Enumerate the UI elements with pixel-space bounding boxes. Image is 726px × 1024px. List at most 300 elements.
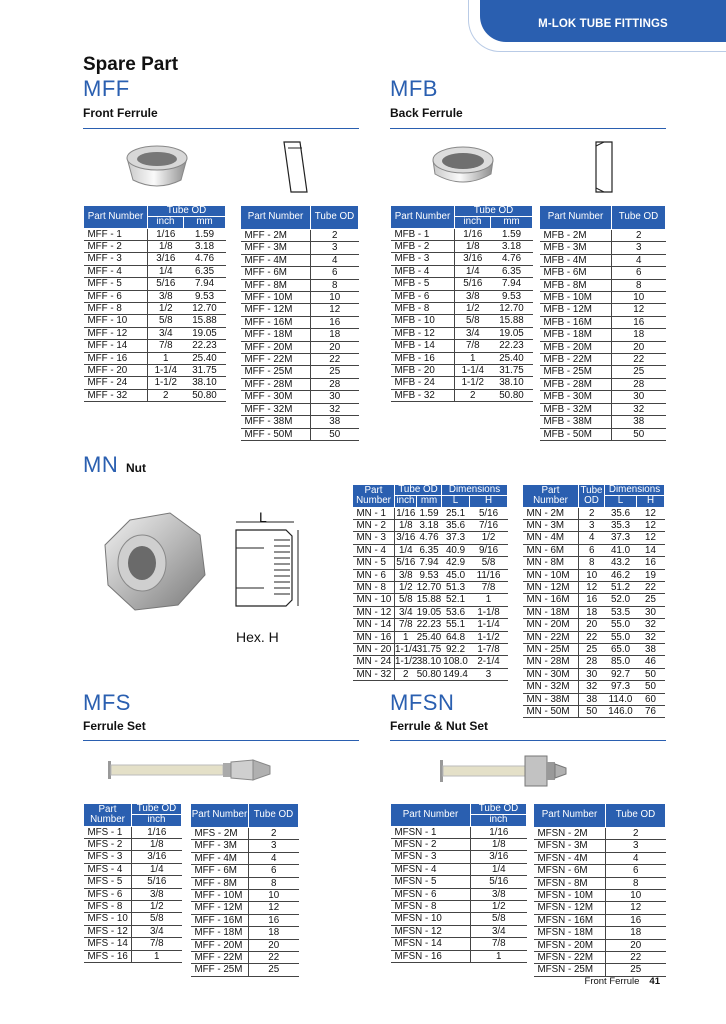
value-cell: 3/16 bbox=[396, 532, 416, 544]
mfs-metric-row bbox=[191, 865, 299, 877]
part-number-cell: MFF - 8M bbox=[241, 279, 311, 291]
part-number-cell: MFF - 8M bbox=[191, 877, 249, 889]
value-cell: 1-1/4 bbox=[395, 644, 418, 656]
mfs-metric-row bbox=[191, 902, 299, 914]
mfsn-rule bbox=[390, 740, 666, 741]
value-cell: 19 bbox=[637, 569, 665, 581]
part-number-cell: MN - 12M bbox=[523, 582, 579, 594]
column-header: Part Number bbox=[391, 804, 471, 827]
mff-metric-row bbox=[241, 378, 359, 390]
mff-inch-row bbox=[84, 327, 226, 339]
part-number-cell: MFS - 8 bbox=[84, 901, 132, 913]
value-cell: 50 bbox=[579, 706, 605, 718]
value-cell: 1 bbox=[470, 594, 508, 606]
column-header: L bbox=[442, 496, 470, 507]
value-cell: 15.88 bbox=[416, 594, 442, 606]
part-number-cell: MFB - 2 bbox=[391, 240, 455, 252]
value-cell: 35.6 bbox=[605, 507, 637, 519]
mff-metric-row bbox=[241, 304, 359, 316]
mfsn-inch-row bbox=[391, 913, 527, 925]
part-number-cell: MFS - 4 bbox=[84, 863, 132, 875]
value-cell: 46 bbox=[637, 656, 665, 668]
mfs-inch-row bbox=[84, 938, 182, 950]
mfs-metric-row bbox=[191, 964, 299, 976]
value-cell: 3/4 bbox=[395, 606, 417, 618]
mn-inch-row bbox=[353, 544, 508, 556]
value-cell: 55.0 bbox=[605, 619, 637, 631]
value-cell: 2 bbox=[612, 230, 666, 242]
mff-metric-row bbox=[241, 230, 359, 242]
column-header: Dimensions bbox=[442, 485, 508, 496]
mfb-metric-row bbox=[540, 254, 666, 266]
part-number-cell: MFS - 1 bbox=[84, 826, 132, 838]
mff-metric-row bbox=[241, 366, 359, 378]
mn-metric-row bbox=[523, 656, 665, 668]
value-cell: 1 bbox=[132, 950, 182, 962]
part-number-cell: MFF - 50M bbox=[241, 428, 311, 440]
mfsn-metric-row bbox=[534, 840, 666, 852]
part-number-cell: MFB - 12 bbox=[391, 327, 455, 339]
part-number-cell: MN - 30M bbox=[523, 668, 579, 680]
mfs-metric-row bbox=[191, 840, 299, 852]
part-number-cell: MFSN - 8M bbox=[534, 877, 606, 889]
part-number-cell: MFF - 18M bbox=[191, 927, 249, 939]
value-cell: 16 bbox=[579, 594, 605, 606]
part-number-cell: MFB - 12M bbox=[540, 304, 612, 316]
part-number-cell: MN - 2M bbox=[523, 507, 579, 519]
mfs-metric-row bbox=[191, 852, 299, 864]
value-cell: 1/2 bbox=[148, 303, 184, 315]
part-number-cell: MFF - 18M bbox=[241, 329, 311, 341]
value-cell: 30 bbox=[612, 391, 666, 403]
mfb-metric-row bbox=[540, 354, 666, 366]
column-header: Tube OD bbox=[311, 206, 359, 230]
part-number-cell: MN - 28M bbox=[523, 656, 579, 668]
mfsn-name: Ferrule & Nut Set bbox=[390, 719, 489, 733]
part-number-cell: MFS - 2M bbox=[191, 828, 249, 840]
value-cell: 1/8 bbox=[395, 519, 417, 531]
column-header: Dimensions bbox=[605, 485, 665, 496]
value-cell: 16 bbox=[637, 557, 665, 569]
value-cell: 1/16 bbox=[132, 826, 182, 838]
mfsn-metric-table bbox=[533, 803, 666, 977]
mfb-metric-table bbox=[539, 205, 666, 441]
part-number-cell: MFS - 5 bbox=[84, 876, 132, 888]
value-cell: 1 bbox=[395, 631, 417, 643]
part-number-cell: MFF - 6M bbox=[241, 267, 311, 279]
mfs-inch-row bbox=[84, 863, 182, 875]
part-number-cell: MFB - 16M bbox=[540, 316, 612, 328]
value-cell: 5/8 bbox=[148, 315, 184, 327]
value-cell: 7/8 bbox=[470, 582, 508, 594]
value-cell: 32 bbox=[637, 619, 665, 631]
part-number-cell: MFB - 25M bbox=[540, 366, 612, 378]
mfsn-inch-row bbox=[391, 838, 527, 850]
part-number-cell: MFB - 1 bbox=[391, 228, 455, 240]
value-cell: 5/16 bbox=[471, 876, 527, 888]
value-cell: 5/8 bbox=[455, 315, 491, 327]
value-cell: 5/16 bbox=[470, 507, 508, 519]
value-cell: 37.3 bbox=[442, 532, 470, 544]
column-header: Part Number bbox=[241, 206, 311, 230]
value-cell: 7/8 bbox=[455, 340, 491, 352]
mfs-metric-row bbox=[191, 939, 299, 951]
part-number-cell: MFSN - 4 bbox=[391, 863, 471, 875]
value-cell: 51.2 bbox=[605, 582, 637, 594]
value-cell: 149.4 bbox=[443, 668, 468, 680]
value-cell: 38.10 bbox=[491, 377, 533, 389]
front-ferrule-section-drawing bbox=[280, 138, 310, 196]
value-cell: 4 bbox=[249, 852, 299, 864]
value-cell: 11/16 bbox=[470, 569, 508, 581]
value-cell: 12.70 bbox=[416, 582, 442, 593]
value-cell: 7.94 bbox=[417, 557, 442, 569]
part-number-cell: MFB - 20M bbox=[540, 341, 612, 353]
mn-inch-row bbox=[353, 631, 508, 643]
value-cell: 22 bbox=[579, 631, 605, 643]
part-number-cell: MFB - 38M bbox=[540, 416, 612, 428]
part-number-cell: MFF - 32M bbox=[241, 403, 311, 415]
part-number-cell: MFF - 30M bbox=[241, 391, 311, 403]
part-number-cell: MN - 3 bbox=[353, 532, 395, 544]
page-title: Spare Part bbox=[83, 54, 179, 75]
value-cell: 22.23 bbox=[491, 340, 533, 352]
value-cell: 31.75 bbox=[184, 365, 226, 377]
mfb-metric-row bbox=[540, 242, 666, 254]
mfs-metric-row bbox=[191, 952, 299, 964]
value-cell: 10 bbox=[249, 890, 299, 902]
column-header: Tube OD bbox=[395, 485, 442, 496]
part-number-cell: MFF - 2 bbox=[84, 240, 148, 252]
value-cell: 55.1 bbox=[442, 619, 470, 631]
ferrule-set-image bbox=[108, 756, 278, 786]
column-header: Part Number bbox=[84, 804, 132, 827]
value-cell: 31.75 bbox=[416, 644, 442, 656]
column-header: H bbox=[637, 496, 665, 507]
value-cell: 12 bbox=[637, 532, 665, 544]
mfs-inch-row bbox=[84, 888, 182, 900]
part-number-cell: MFF - 25M bbox=[241, 366, 311, 378]
mfb-inch-row bbox=[391, 377, 533, 389]
value-cell: 5/16 bbox=[132, 876, 182, 888]
mfs-inch-row bbox=[84, 913, 182, 925]
value-cell: 38.10 bbox=[184, 377, 226, 389]
part-number-cell: MFS - 12 bbox=[84, 925, 132, 937]
value-cell: 10 bbox=[606, 890, 666, 902]
part-number-cell: MFSN - 12 bbox=[391, 925, 471, 937]
mfs-inch-row bbox=[84, 838, 182, 850]
part-number-cell: MFSN - 18M bbox=[534, 927, 606, 939]
part-number-cell: MN - 4 bbox=[353, 544, 395, 556]
value-cell: 76 bbox=[637, 706, 665, 718]
part-number-cell: MFS - 3 bbox=[84, 851, 132, 863]
value-cell: 19.05 bbox=[416, 606, 442, 618]
value-cell: 19.05 bbox=[491, 327, 533, 339]
mfsn-inch-row bbox=[391, 851, 527, 863]
value-cell: 12.70 bbox=[491, 303, 533, 315]
part-number-cell: MFF - 22M bbox=[191, 952, 249, 964]
part-number-cell: MN - 10 bbox=[353, 594, 395, 606]
part-number-cell: MFF - 16 bbox=[84, 352, 148, 364]
mn-metric-row bbox=[523, 668, 665, 680]
column-header: Tube OD bbox=[471, 804, 527, 815]
mn-metric-row bbox=[523, 693, 665, 705]
column-header: inch bbox=[471, 815, 527, 826]
value-cell: 3/16 bbox=[132, 851, 182, 863]
value-cell: 8 bbox=[606, 877, 666, 889]
value-cell: 1-1/2 bbox=[455, 377, 491, 389]
value-cell: 5/8 bbox=[471, 913, 527, 925]
column-header: Part Number bbox=[191, 804, 249, 828]
part-number-cell: MFF - 3M bbox=[241, 242, 311, 254]
value-cell: 1/4 bbox=[132, 863, 182, 875]
mn-inch-row bbox=[353, 557, 508, 569]
mff-inch-row bbox=[84, 253, 226, 265]
value-cell: 3/16 bbox=[148, 253, 184, 265]
value-cell: 1/2 bbox=[470, 532, 508, 544]
value-cell: 22 bbox=[311, 354, 359, 366]
value-cell: 20 bbox=[606, 939, 666, 951]
mff-inch-table bbox=[83, 205, 226, 402]
mn-inch-row bbox=[353, 656, 508, 668]
value-cell: 2 bbox=[606, 828, 666, 840]
value-cell: 4.76 bbox=[417, 532, 442, 544]
value-cell: 20 bbox=[311, 341, 359, 353]
value-cell: 52.1 bbox=[442, 594, 470, 606]
part-number-cell: MN - 14 bbox=[353, 619, 395, 631]
value-cell: 1/8 bbox=[148, 240, 184, 252]
value-cell: 1/2 bbox=[455, 303, 491, 315]
value-cell: 1-1/4 bbox=[455, 365, 491, 377]
part-number-cell: MN - 20M bbox=[523, 619, 579, 631]
value-cell: 18 bbox=[612, 329, 666, 341]
part-number-cell: MN - 25M bbox=[523, 644, 579, 656]
part-number-cell: MFB - 20 bbox=[391, 365, 455, 377]
part-number-cell: MFF - 38M bbox=[241, 416, 311, 428]
mff-metric-row bbox=[241, 428, 359, 440]
column-header: Part Number bbox=[353, 485, 395, 508]
part-number-cell: MFB - 16 bbox=[391, 352, 455, 364]
mn-metric-row bbox=[523, 544, 665, 556]
mfb-metric-row bbox=[540, 366, 666, 378]
value-cell: 1 bbox=[455, 352, 491, 364]
value-cell: 16 bbox=[612, 316, 666, 328]
value-cell: 25 bbox=[606, 964, 666, 976]
part-number-cell: MFF - 12M bbox=[241, 304, 311, 316]
value-cell: 1.59 bbox=[417, 507, 442, 519]
value-cell: 32 bbox=[612, 403, 666, 415]
mn-metric-table bbox=[522, 484, 665, 718]
part-number-cell: MN - 16 bbox=[353, 631, 395, 643]
mff-metric-row bbox=[241, 279, 359, 291]
page-footer bbox=[585, 976, 660, 987]
value-cell: 3/4 bbox=[471, 925, 527, 937]
mn-inch-row bbox=[353, 644, 508, 656]
part-number-cell: MFSN - 6M bbox=[534, 865, 606, 877]
mfb-inch-row bbox=[391, 315, 533, 327]
mfsn-metric-row bbox=[534, 939, 666, 951]
mfsn-inch-row bbox=[391, 888, 527, 900]
part-number-cell: MFSN - 25M bbox=[534, 964, 606, 976]
value-cell: 9.53 bbox=[184, 290, 226, 302]
value-cell: 3/8 bbox=[395, 569, 417, 581]
value-cell: 35.3 bbox=[605, 519, 637, 531]
page-number: 41 bbox=[649, 976, 660, 987]
value-cell: 20 bbox=[612, 341, 666, 353]
mff-inch-row bbox=[84, 265, 226, 277]
value-cell: 18 bbox=[579, 606, 605, 618]
mn-metric-row bbox=[523, 606, 665, 618]
value-cell: 92.2 bbox=[442, 644, 470, 656]
column-header: Part Number bbox=[391, 206, 455, 229]
value-cell: 15.88 bbox=[491, 315, 533, 327]
value-cell: 1-1/8 bbox=[470, 606, 508, 618]
value-cell: 12 bbox=[579, 582, 605, 594]
value-cell: 3/8 bbox=[148, 290, 184, 302]
part-number-cell: MFSN - 2M bbox=[534, 828, 606, 840]
part-number-cell: MN - 24 bbox=[353, 656, 395, 668]
mfs-inch-row bbox=[84, 901, 182, 913]
part-number-cell: MFF - 16M bbox=[241, 316, 311, 328]
value-cell: 1-1/2 bbox=[395, 656, 418, 668]
front-ferrule-image bbox=[117, 138, 197, 198]
value-cell: 30 bbox=[637, 606, 665, 618]
mfb-rule bbox=[390, 128, 666, 129]
value-cell: 1/16 bbox=[396, 507, 416, 519]
mfsn-metric-row bbox=[534, 902, 666, 914]
column-header: L bbox=[605, 496, 637, 507]
part-number-cell: MFF - 20M bbox=[241, 341, 311, 353]
part-number-cell: MFF - 8 bbox=[84, 303, 148, 315]
value-cell: 3 bbox=[606, 840, 666, 852]
mfs-metric-row bbox=[191, 877, 299, 889]
mfsn-inch-row bbox=[391, 863, 527, 875]
mfs-inch-row bbox=[84, 851, 182, 863]
value-cell: 1/2 bbox=[395, 582, 417, 594]
part-number-cell: MFS - 6 bbox=[84, 888, 132, 900]
value-cell: 60 bbox=[637, 693, 665, 705]
mfb-metric-row bbox=[540, 267, 666, 279]
mfb-metric-row bbox=[540, 279, 666, 291]
value-cell: 7/16 bbox=[470, 519, 508, 531]
part-number-cell: MN - 12 bbox=[353, 606, 395, 618]
value-cell: 1 bbox=[471, 950, 527, 962]
value-cell: 1/8 bbox=[455, 240, 491, 252]
value-cell: 1-1/4 bbox=[148, 365, 184, 377]
mfb-metric-row bbox=[540, 428, 666, 440]
value-cell: 6.35 bbox=[417, 544, 442, 556]
part-number-cell: MN - 32M bbox=[523, 681, 579, 693]
value-cell: 12.70 bbox=[184, 303, 226, 315]
value-cell: 4 bbox=[311, 254, 359, 266]
mff-inch-row bbox=[84, 340, 226, 352]
mfsn-code: MFSN bbox=[390, 690, 455, 715]
value-cell: 1/16 bbox=[148, 228, 184, 240]
column-header: Part Number bbox=[540, 206, 612, 230]
column-header: mm bbox=[417, 496, 442, 507]
column-header: inch bbox=[395, 496, 417, 507]
value-cell: 16 bbox=[606, 914, 666, 926]
part-number-cell: MFF - 24 bbox=[84, 377, 148, 389]
mfb-metric-row bbox=[540, 292, 666, 304]
part-number-cell: MFF - 6M bbox=[191, 865, 249, 877]
value-cell: 20 bbox=[579, 619, 605, 631]
part-number-cell: MFSN - 8 bbox=[391, 901, 471, 913]
mn-metric-row bbox=[523, 681, 665, 693]
value-cell: 25.40 bbox=[184, 352, 226, 364]
value-cell: 5/16 bbox=[396, 557, 416, 569]
value-cell: 19.05 bbox=[184, 327, 226, 339]
part-number-cell: MFSN - 20M bbox=[534, 939, 606, 951]
mfb-metric-row bbox=[540, 230, 666, 242]
value-cell: 1 bbox=[148, 352, 184, 364]
value-cell: 43.2 bbox=[605, 557, 637, 569]
mfsn-metric-row bbox=[534, 964, 666, 976]
mfs-inch-row bbox=[84, 826, 182, 838]
mfb-metric-row bbox=[540, 416, 666, 428]
mfb-inch-row bbox=[391, 265, 533, 277]
value-cell: 32 bbox=[579, 681, 605, 693]
value-cell: 1/8 bbox=[471, 838, 527, 850]
value-cell: 8 bbox=[579, 557, 605, 569]
value-cell: 52.0 bbox=[605, 594, 637, 606]
value-cell: 65.0 bbox=[605, 644, 637, 656]
value-cell: 50.80 bbox=[491, 389, 533, 401]
column-header: Tube OD bbox=[606, 804, 666, 828]
part-number-cell: MFB - 3M bbox=[540, 242, 612, 254]
value-cell: 38 bbox=[311, 416, 359, 428]
mff-rule bbox=[83, 128, 359, 129]
value-cell: 53.6 bbox=[442, 606, 470, 618]
mfb-inch-row bbox=[391, 253, 533, 265]
value-cell: 7.94 bbox=[184, 278, 226, 290]
mfsn-inch-row bbox=[391, 950, 527, 962]
value-cell: 2 bbox=[311, 230, 359, 242]
value-cell: 55.0 bbox=[605, 631, 637, 643]
part-number-cell: MFF - 3M bbox=[191, 840, 249, 852]
column-header: Tube OD bbox=[579, 485, 605, 508]
column-header: mm bbox=[184, 217, 226, 228]
mfs-inch-row bbox=[84, 950, 182, 962]
part-number-cell: MFF - 12M bbox=[191, 902, 249, 914]
value-cell: 25 bbox=[637, 594, 665, 606]
part-number-cell: MFB - 30M bbox=[540, 391, 612, 403]
mff-name: Front Ferrule bbox=[83, 106, 158, 120]
value-cell: 5/16 bbox=[455, 278, 491, 290]
mfb-metric-row bbox=[540, 391, 666, 403]
part-number-cell: MFSN - 3M bbox=[534, 840, 606, 852]
value-cell: 3.18 bbox=[417, 519, 442, 531]
part-number-cell: MN - 20 bbox=[353, 644, 395, 656]
value-cell: 22.23 bbox=[184, 340, 226, 352]
part-number-cell: MN - 18M bbox=[523, 606, 579, 618]
part-number-cell: MFSN - 5 bbox=[391, 876, 471, 888]
value-cell: 25.40 bbox=[416, 631, 442, 643]
value-cell: 7/8 bbox=[395, 619, 417, 631]
part-number-cell: MFS - 14 bbox=[84, 938, 132, 950]
value-cell: 51.3 bbox=[442, 582, 470, 594]
part-number-cell: MFSN - 1 bbox=[391, 826, 471, 838]
mfs-metric-table bbox=[190, 803, 299, 977]
value-cell: 3/16 bbox=[471, 851, 527, 863]
value-cell: 108.0 bbox=[443, 656, 468, 668]
value-cell: 37.3 bbox=[605, 532, 637, 544]
mff-metric-row bbox=[241, 267, 359, 279]
mfb-metric-row bbox=[540, 316, 666, 328]
part-number-cell: MFF - 10M bbox=[191, 890, 249, 902]
mfb-inch-row bbox=[391, 290, 533, 302]
mfsn-inch-table bbox=[390, 803, 527, 963]
